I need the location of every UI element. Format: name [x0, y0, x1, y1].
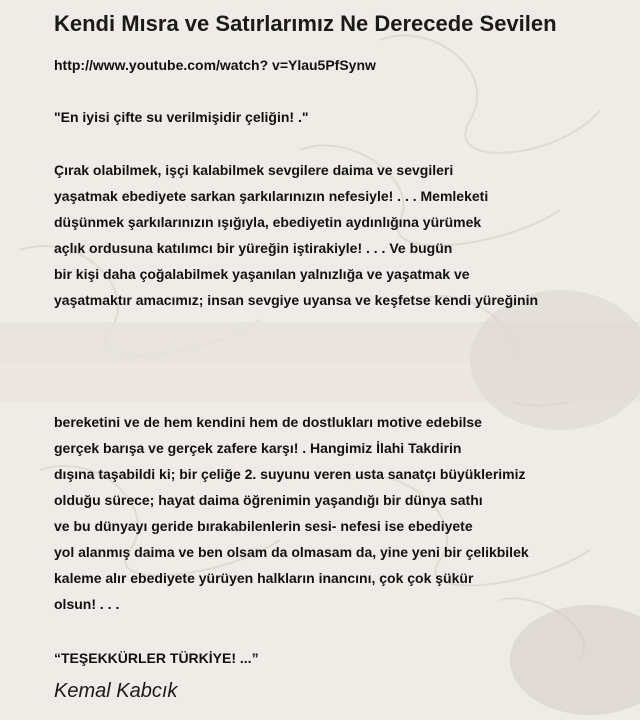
- text-line: düşünmek şarkılarınızın ışığıyla, ebediyetin aydınlığına yürümek: [54, 214, 482, 230]
- text-line: bereketini ve de hem kendini hem de dostlukları motive edebilse: [54, 414, 482, 430]
- page-title: Kendi Mısra ve Satırlarımız Ne Derecede Sevilen: [54, 11, 557, 36]
- text-line: bir kişi daha çoğalabilmek yaşanılan yalnızlığa ve yaşatmak ve: [54, 266, 470, 282]
- text-line: açlık ordusuna katılımcı bir yüreğin iştirakiyle! . . . Ve bugün: [54, 240, 453, 256]
- text-line: olsun! . . .: [54, 596, 120, 612]
- author-name: Kemal Kabcık: [54, 680, 178, 702]
- epigraph: "En iyisi çifte su verilmişidir çeliğin! .": [54, 109, 309, 125]
- text-line: yaşatmak ebediyete sarkan şarkılarınızın nefesiyle! . . . Memleketi: [54, 188, 489, 204]
- text-line: olduğu sürece; hayat daima öğrenimin yaşandığı bir dünya sathı: [54, 492, 483, 508]
- text-line: Çırak olabilmek, işçi kalabilmek sevgilere daima ve sevgileri: [54, 162, 454, 178]
- closing-line: “TEŞEKKÜRLER TÜRKİYE! ...”: [54, 650, 259, 666]
- paragraph-1: [54, 157, 538, 313]
- paragraph-2: [54, 409, 529, 617]
- text-line: gerçek barışa ve gerçek zafere karşı! . Hangimiz İlahi Takdirin: [54, 440, 462, 456]
- text-line: kaleme alır ebediyete yürüyen halkların inancını, çok çok şükür: [54, 570, 474, 586]
- video-url[interactable]: http://www.youtube.com/watch? v=Ylau5PfSynw: [54, 57, 376, 73]
- text-line: dışına taşabildi ki; bir çeliğe 2. suyunu veren usta sanatçı büyüklerimiz: [54, 466, 526, 482]
- text-line: ve bu dünyayı geride bırakabilenlerin sesi- nefesi ise ebediyete: [54, 518, 473, 534]
- text-line: yaşatmaktır amacımız; insan sevgiye uyansa ve keşfetse kendi yüreğinin: [54, 292, 539, 308]
- text-line: yol alanmış daima ve ben olsam da olmasam da, yine yeni bir çelikbilek: [54, 544, 529, 560]
